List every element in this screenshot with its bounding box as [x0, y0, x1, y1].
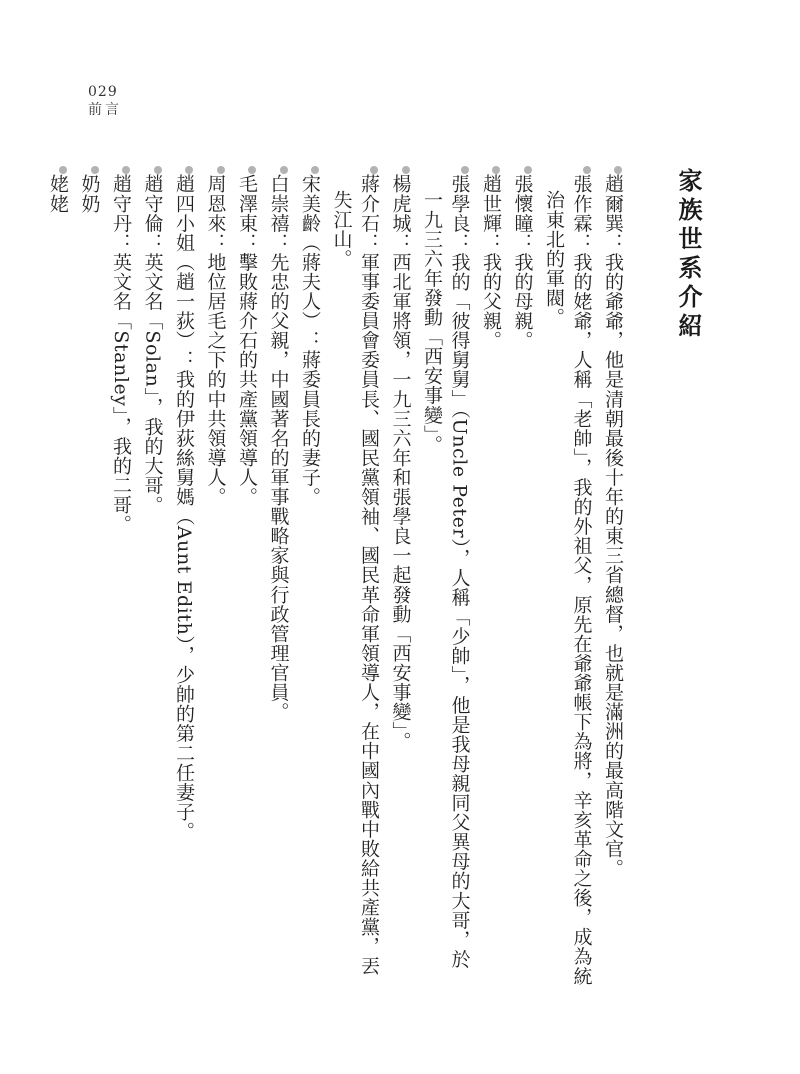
entry-text: 趙世輝：我的父親。 — [480, 174, 502, 350]
bullet-dot-icon — [83, 166, 107, 174]
entry-text: 宋美齡（蔣夫人）：蔣委員長的妻子。 — [299, 174, 321, 507]
entry-text: 張學良：我的「彼得舅舅」（Uncle Peter），人稱「少帥」，他是我母親同父異母的大哥，於一九三六年發動「西安事變」。 — [421, 174, 471, 969]
bullet-dot-icon — [453, 166, 477, 174]
bullet-dot-icon — [209, 166, 233, 174]
page-header — [88, 84, 122, 119]
entry-text: 姥姥 — [47, 174, 69, 214]
bullet-dot-icon — [394, 166, 418, 174]
entry-text: 張作霖：我的姥爺，人稱「老帥」，我的外祖父，原先在爺爺帳下為將，辛亥革命之後，成為統治東北的軍閥。 — [543, 174, 593, 986]
family-entry — [264, 166, 296, 986]
entry-text: 周恩來：地位居毛之下的中共領導人。 — [204, 174, 227, 507]
bullet-dot-icon — [606, 166, 630, 174]
family-entry — [477, 166, 509, 986]
entry-text: 白崇禧：先忠的父親，中國著名的軍事戰略家與行政管理官員。 — [267, 174, 290, 722]
bullet-dot-icon — [114, 166, 138, 174]
bullet-dot-icon — [146, 166, 170, 174]
entry-text: 趙四小姐（趙一荻）：我的伊荻絲舅媽（Aunt Edith），少帥的第二任妻子。 — [173, 174, 195, 841]
family-entry — [508, 166, 540, 986]
page-number: 029 — [88, 84, 118, 100]
family-entry — [418, 166, 477, 986]
entry-text: 趙爾巽：我的爺爺，他是清朝最後十年的東三省總督，也就是滿洲的最高階文官。 — [602, 174, 624, 878]
bullet-dot-icon — [51, 166, 75, 174]
family-entry — [386, 166, 418, 986]
bullet-dot-icon — [484, 166, 508, 174]
family-entry — [75, 166, 107, 986]
entry-text: 奶奶 — [78, 174, 101, 214]
bullet-dot-icon — [575, 166, 599, 174]
entry-text: 楊虎城：西北軍將領，一九三六年和張學良一起發動「西安事變」。 — [389, 174, 412, 751]
family-entry — [107, 166, 139, 986]
entry-text: 毛澤東：擊敗蔣介石的共產黨領導人。 — [236, 174, 258, 507]
bullet-dot-icon — [272, 166, 296, 174]
bullet-dot-icon — [303, 166, 327, 174]
entry-text: 蔣介石：軍事委員會委員長、國民黨領袖、國民革命軍領導人，在中國內戰中敗給共產黨，丟失江山。 — [330, 174, 380, 976]
family-entry — [296, 166, 328, 986]
family-entry — [170, 166, 202, 986]
family-entry — [44, 166, 76, 986]
family-entry — [327, 166, 386, 986]
family-entry — [201, 166, 233, 986]
family-entry — [599, 166, 631, 986]
family-entry — [138, 166, 170, 986]
family-entry — [233, 166, 265, 986]
entry-text: 趙守倫：英文名「Solan」，我的大哥。 — [141, 174, 164, 515]
bullet-dot-icon — [516, 166, 540, 174]
bullet-dot-icon — [362, 166, 386, 174]
bullet-dot-icon — [177, 166, 201, 174]
family-entries-list — [44, 166, 631, 986]
entry-text: 張懷瞳：我的母親。 — [511, 174, 534, 350]
section-title: 家族世系介紹 — [674, 168, 703, 342]
family-entry — [540, 166, 599, 986]
bullet-dot-icon — [240, 166, 264, 174]
entry-text: 趙守丹：英文名「Stanley」，我的二哥。 — [110, 174, 132, 534]
running-head: 前言 — [88, 101, 122, 118]
